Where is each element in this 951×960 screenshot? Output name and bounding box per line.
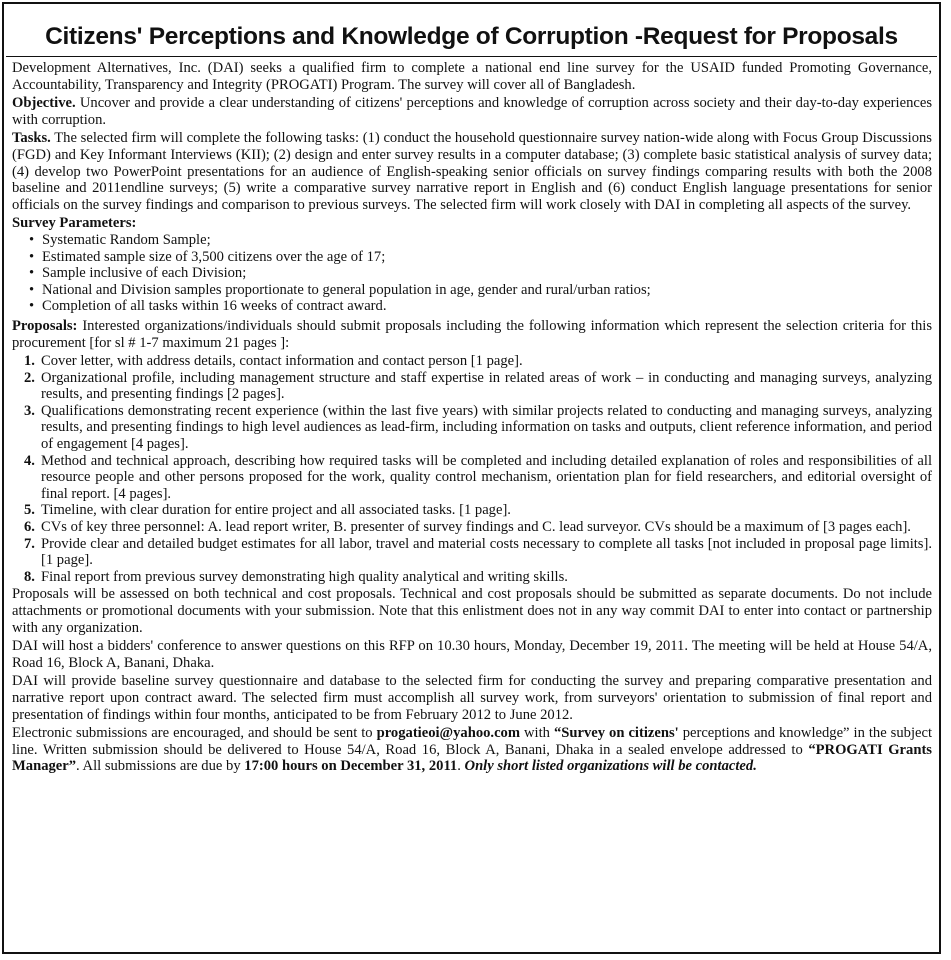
item-text: CVs of key three personnel: A. lead report writer, B. presenter of survey findings and C. lead surveyor. CVs should be a maximum of [3 pages each]. <box>41 519 911 536</box>
proposals-paragraph <box>12 318 932 351</box>
list-item: • National and Division samples proportionate to general population in age, gender and rural/urban ratios; <box>42 282 932 299</box>
tasks-text: The selected firm will complete the following tasks: (1) conduct the household questionnaire survey nation-wide along with Focus Group Discussions (FGD) and Key Informant Interviews (KII); (2) design and enter survey results in a computer database; (3) complete basic statistical analysis of survey data; (4) develop two PowerPoint presentations for an audience of English-speaking senior officials on survey findings comparing results with both the 2008 baseline and 2011endline surveys; (5) write a comparative survey narrative report in English and (6) conduct English language presentations for senior officials on the survey findings and comparison to previous surveys. The selected firm will work closely with DAI in completing all aspects of the survey. <box>12 130 932 213</box>
item-number: 4. <box>24 452 35 469</box>
list-item <box>24 369 932 403</box>
list-item <box>24 502 932 519</box>
submission-text-4: . All submissions are due by <box>76 758 245 775</box>
objective-text: Uncover and provide a clear understanding of citizens' perceptions and knowledge of corruption across society and their day-to-day experiences with corruption. <box>12 95 932 128</box>
item-text: Method and technical approach, describing how required tasks will be completed and including detailed explanation of roles and responsibilities of all resource people and other persons proposed for the work, quality control mechanism, orientation plan for field researchers, and editorial oversight of final report. [4 pages]. <box>41 452 932 502</box>
page-title: Citizens' Perceptions and Knowledge of Corruption -Request for Proposals <box>6 6 937 57</box>
item-text: Cover letter, with address details, contact information and contact person [1 page]. <box>41 353 523 370</box>
list-item <box>24 568 932 586</box>
item-number: 8. <box>24 568 35 585</box>
survey-parameters-heading: Survey Parameters: <box>12 215 137 232</box>
item-number: 2. <box>24 369 35 386</box>
proposals-text: Interested organizations/individuals should submit proposals including the following information which represent the selection criteria for this procurement [for sl # 1-7 maximum 21 pages ]: <box>12 317 932 351</box>
rfp-advertisement <box>2 2 941 954</box>
item-number: 7. <box>24 535 35 552</box>
item-text: Timeline, with clear duration for entire project and all associated tasks. [1 page]. <box>41 502 511 519</box>
item-text: Qualifications demonstrating recent experience (within the last five years) with similar projects related to conducting and managing surveys, analyzing results, and presenting findings to high level audiences as lead-firm, including information on tasks and outputs, client reference information, and period of engagement [4 pages]. <box>41 402 932 453</box>
baseline-paragraph: DAI will provide baseline survey questionnaire and database to the selected firm for conducting the survey and preparing comparative presentation and narrative report upon contract award. The selected firm must accomplish all survey work, from surveyors' orientation to submission of final report and presentation of findings within four months, anticipated to be from February 2012 to June 2012. <box>12 673 932 723</box>
list-item: • Systematic Random Sample; <box>42 232 932 249</box>
list-item <box>24 535 932 569</box>
item-text: Final report from previous survey demonstrating high quality analytical and writing skills. <box>41 568 568 585</box>
proposal-requirements-list <box>12 353 932 585</box>
tasks-label: Tasks. <box>12 130 51 147</box>
tasks-paragraph <box>12 130 932 213</box>
deadline: 17:00 hours on December 31, 2011 <box>244 758 458 775</box>
list-item: • Completion of all tasks within 16 weeks of contract award. <box>42 298 932 315</box>
subject-line-start: “Survey on citizens' <box>553 725 679 742</box>
objective-label: Objective. <box>12 95 76 112</box>
list-item <box>24 452 932 503</box>
list-item: • Estimated sample size of 3,500 citizens over the age of 17; <box>42 249 932 266</box>
conference-paragraph: DAI will host a bidders' conference to answer questions on this RFP on 10.30 hours, Monday, December 19, 2011. The meeting will be held at House 54/A, Road 16, Block A, Banani, Dhaka. <box>12 638 932 671</box>
intro-paragraph: Development Alternatives, Inc. (DAI) seeks a qualified firm to complete a national end line survey for the USAID funded Promoting Governance, Accountability, Transparency and Integrity (PROGATI) Program. The survey will cover all of Bangladesh. <box>12 60 932 93</box>
list-item <box>24 519 932 536</box>
item-text: Provide clear and detailed budget estimates for all labor, travel and material costs necessary to complete all tasks [not included in proposal page limits]. [1 page]. <box>41 535 932 569</box>
objective-paragraph <box>12 95 932 128</box>
submission-text-3: in the subject line. Written submission should be delivered to House 54/A, Road 16, Block A, Banani, Dhaka in a sealed envelope addressed to <box>12 725 933 758</box>
submission-paragraph <box>12 725 932 775</box>
item-text: Organizational profile, including management structure and staff expertise in related areas of work – in conducting and managing surveys, analyzing results, and presenting findings [2 pages]. <box>41 369 932 403</box>
proposals-label: Proposals: <box>12 317 78 334</box>
item-number: 6. <box>24 519 35 536</box>
list-item <box>24 402 932 453</box>
survey-parameters-list <box>12 232 932 315</box>
submission-email[interactable]: progatieoi@yahoo.com <box>376 725 521 742</box>
item-number: 3. <box>24 402 35 419</box>
submission-text-2: with <box>520 725 554 742</box>
item-number: 1. <box>24 353 35 370</box>
submission-text-5: . <box>457 758 465 775</box>
submission-text-1: Electronic submissions are encouraged, and should be sent to <box>12 725 377 742</box>
list-item: • Sample inclusive of each Division; <box>42 265 932 282</box>
subject-line-end: perceptions and knowledge” <box>678 725 850 742</box>
assessment-paragraph: Proposals will be assessed on both technical and cost proposals. Technical and cost proposals should be submitted as separate documents. Do not include attachments or promotional documents with your submission. Note that this enlistment does not in any way commit DAI to enter into contact or partnership with any organization. <box>12 586 932 636</box>
list-item <box>24 353 932 370</box>
shortlist-notice: Only short listed organizations will be contacted. <box>464 758 757 775</box>
item-number: 5. <box>24 502 35 519</box>
addressee: “PROGATI Grants Manager” <box>12 741 932 775</box>
